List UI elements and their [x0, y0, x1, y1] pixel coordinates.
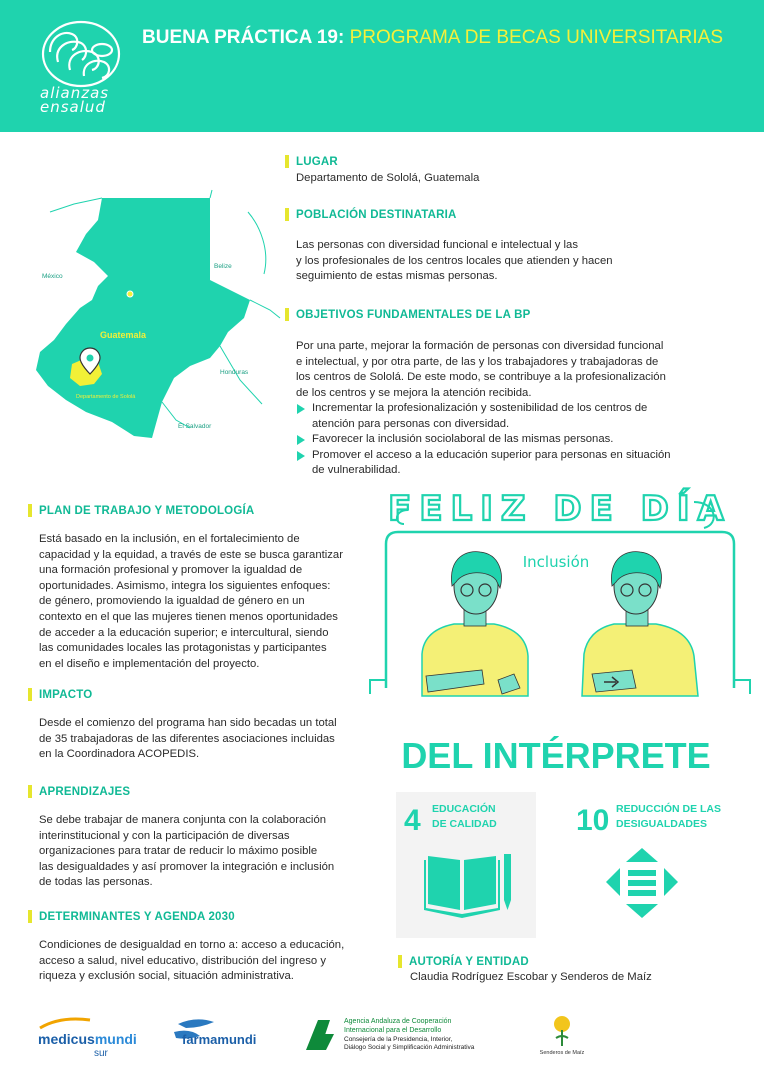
list-item	[296, 401, 716, 432]
aprendizajes-heading-text: APRENDIZAJES	[39, 785, 131, 798]
lugar-text: Departamento de Sololá, Guatemala	[296, 172, 480, 184]
text-line: oportunidades. Asimismo, integra los siguientes enfoques:	[39, 579, 331, 592]
logo-line2: ensalud	[40, 98, 106, 116]
illustration-top-text: FELIZ DE DÍA	[388, 489, 732, 529]
heading-marker	[285, 208, 289, 221]
header-banner	[0, 0, 764, 132]
bullet-line: Incrementar la profesionalización y sostenibilidad de los centros de	[312, 402, 648, 414]
label-el-salvador: El Salvador	[178, 423, 212, 430]
text-line: de todas las personas.	[39, 876, 153, 889]
text-line: las comunidades locales las protagonistas y participantes	[39, 642, 327, 655]
lugar-heading	[285, 155, 338, 168]
lugar-heading-text: LUGAR	[296, 155, 338, 168]
impacto-heading-text: IMPACTO	[39, 688, 93, 701]
text-line: e intelectual, y por otra parte, de las y los trabajadores y trabajadoras de	[296, 355, 659, 368]
medicus-mundi-logo-icon	[38, 1019, 137, 1059]
senderos-de-maiz-logo-icon	[540, 1016, 585, 1056]
aacid-line4: Diálogo Social y Simplificación Administrativa	[344, 1044, 475, 1051]
interpreter-day-illustration	[364, 484, 756, 776]
label-belize: Belize	[214, 263, 232, 270]
determinantes-heading-text: DETERMINANTES Y AGENDA 2030	[39, 910, 235, 923]
triangle-bullet-icon	[297, 404, 305, 414]
guatemala-map	[14, 190, 280, 468]
triangle-bullet-icon	[297, 451, 305, 461]
sdg-10-graphic	[566, 792, 722, 938]
autoria-heading	[398, 955, 529, 968]
title-prefix: BUENA PRÁCTICA 19:	[142, 27, 345, 48]
text-line: de 35 trabajadoras de las diferentes asociaciones incluidas	[39, 732, 335, 745]
junta-andalucia-logo-icon	[306, 1018, 475, 1051]
determinantes-heading	[28, 910, 235, 923]
text-line: capacidad y la equidad, a través de este se busca garantizar	[39, 548, 343, 561]
bullet-line: atención para personas con diversidad.	[312, 417, 510, 430]
text-line: en la Coordinadora ACOPEDIS.	[39, 748, 200, 761]
objetivos-heading-text: OBJETIVOS FUNDAMENTALES DE LA BP	[296, 308, 531, 321]
senderos-text: Senderos de Maíz	[539, 1050, 585, 1056]
sdg-number: 10	[576, 804, 610, 837]
impacto-text	[39, 716, 369, 763]
label-honduras: Honduras	[220, 369, 249, 376]
text-line: contexto en el que las mujeres tienen menos oportunidades	[39, 610, 338, 623]
heading-marker	[28, 688, 32, 701]
guatemala-shape	[36, 198, 250, 438]
determinantes-text	[39, 938, 369, 985]
text-line: seguimiento de estas mismas personas.	[296, 270, 498, 283]
label-mexico: México	[42, 273, 63, 280]
aprendizajes-heading	[28, 785, 130, 798]
objetivos-list	[296, 401, 716, 479]
bullet-line: de vulnerabilidad.	[312, 464, 401, 477]
sdg-title-line2: DE CALIDAD	[432, 818, 497, 830]
text-line: Se debe trabajar de manera conjunta con la colaboración	[39, 814, 327, 826]
plan-heading	[28, 504, 254, 517]
text-line: y los profesionales de los centros locales que atienden y hacen	[296, 254, 613, 267]
farmamundi-logo-icon	[174, 1019, 256, 1047]
text-line: Por una parte, mejorar la formación de personas con diversidad funcional	[296, 340, 664, 352]
poblacion-heading	[285, 208, 457, 221]
sdg-10-card	[566, 792, 722, 938]
label-solola: Departamento de Sololá	[76, 394, 136, 400]
page-title	[142, 27, 723, 49]
svg-text:medicusmundi	[38, 1031, 137, 1047]
aacid-line1: Agencia Andaluza de Cooperación	[344, 1018, 452, 1025]
footer-logos	[0, 1010, 764, 1070]
label-guatemala: Guatemala	[100, 330, 147, 340]
autoria-heading-text: AUTORÍA Y ENTIDAD	[409, 955, 529, 968]
list-item	[296, 432, 716, 448]
text-line: interinstitucional y con la participación de diversas	[39, 829, 290, 842]
text-line: en el diseño e implementación del proyecto.	[39, 657, 260, 670]
text-line: de los centros y se mejora la atención recibida.	[296, 386, 532, 399]
sdg-4-graphic	[396, 792, 536, 938]
text-line: una formación profesional y promover la igualdad de	[39, 564, 303, 577]
text-line: las desigualdades y así promover la integración e inclusión	[39, 860, 335, 873]
heading-marker	[285, 308, 289, 321]
bullet-line: Favorecer la inclusión sociolaboral de las mismas personas.	[312, 433, 614, 446]
text-line: Condiciones de desigualdad en torno a: acceso a educación,	[39, 939, 345, 951]
medicus-text: medicus	[38, 1031, 95, 1047]
aacid-line2: Internacional para el Desarrollo	[344, 1027, 442, 1034]
sdg-title-line1: REDUCCIÓN DE LAS	[616, 803, 722, 815]
bullet-line: Promover el acceso a la educación superior para personas en situación	[312, 448, 671, 461]
sdg-title-line1: EDUCACIÓN	[432, 803, 496, 815]
heading-marker	[28, 504, 32, 517]
illustration-bottom-text: DEL INTÉRPRETE	[401, 735, 711, 776]
logo-text	[40, 86, 109, 114]
title-accent: PROGRAMA DE BECAS UNIVERSITARIAS	[349, 27, 724, 48]
objetivos-heading	[285, 308, 531, 321]
heading-marker	[28, 910, 32, 923]
sdg-title-line2: DESIGUALDADES	[616, 818, 708, 830]
impacto-heading	[28, 688, 92, 701]
interpreter-figure-left	[422, 552, 528, 696]
equality-arrows-icon	[606, 848, 678, 918]
farmamundi-text: farmamundi	[182, 1032, 257, 1047]
text-line: los centros de Sololá. De este modo, se contribuye a la profesionalización	[296, 371, 666, 384]
text-line: acceso a salud, nivel educativo, distribución del ingreso y	[39, 954, 326, 967]
heading-marker	[398, 955, 402, 968]
plan-heading-text: PLAN DE TRABAJO Y METODOLOGÍA	[39, 504, 255, 517]
text-line: Está basado en la inclusión, en el fortalecimiento de	[39, 533, 300, 545]
aacid-line3: Consejería de la Presidencia, Interior,	[344, 1036, 453, 1043]
text-line: organizaciones para tratar de reducir lo máximo posible	[39, 845, 318, 858]
aprendizajes-text	[39, 813, 369, 891]
heading-marker	[285, 155, 289, 168]
text-line: Las personas con diversidad funcional e intelectual y las	[296, 239, 578, 251]
mundi-text: mundi	[94, 1031, 137, 1047]
text-line: de género, promoviendo la igualdad de género en un	[39, 595, 305, 608]
text-line: de acceder a la educación superior; e intercultural, siendo	[39, 626, 329, 639]
sur-text: sur	[94, 1048, 108, 1059]
poblacion-text	[296, 238, 736, 285]
sdg-number: 4	[404, 804, 421, 837]
open-book-pencil-icon	[424, 854, 511, 918]
text-line: riqueza y exclusión social, situación administrativa.	[39, 970, 294, 983]
logo-line1: alianzas	[40, 84, 110, 102]
heading-marker	[28, 785, 32, 798]
sdg-4-card	[396, 792, 536, 938]
plan-text	[39, 532, 369, 672]
poblacion-heading-text: POBLACIÓN DESTINATARIA	[296, 208, 457, 221]
screen-label: Inclusión	[522, 553, 590, 571]
list-item	[296, 448, 716, 479]
triangle-bullet-icon	[297, 435, 305, 445]
text-line: Desde el comienzo del programa han sido becadas un total	[39, 717, 337, 729]
objetivos-text	[296, 339, 736, 401]
autoria-text: Claudia Rodríguez Escobar y Senderos de Maíz	[410, 971, 652, 983]
interpreter-figure-right	[582, 552, 698, 696]
